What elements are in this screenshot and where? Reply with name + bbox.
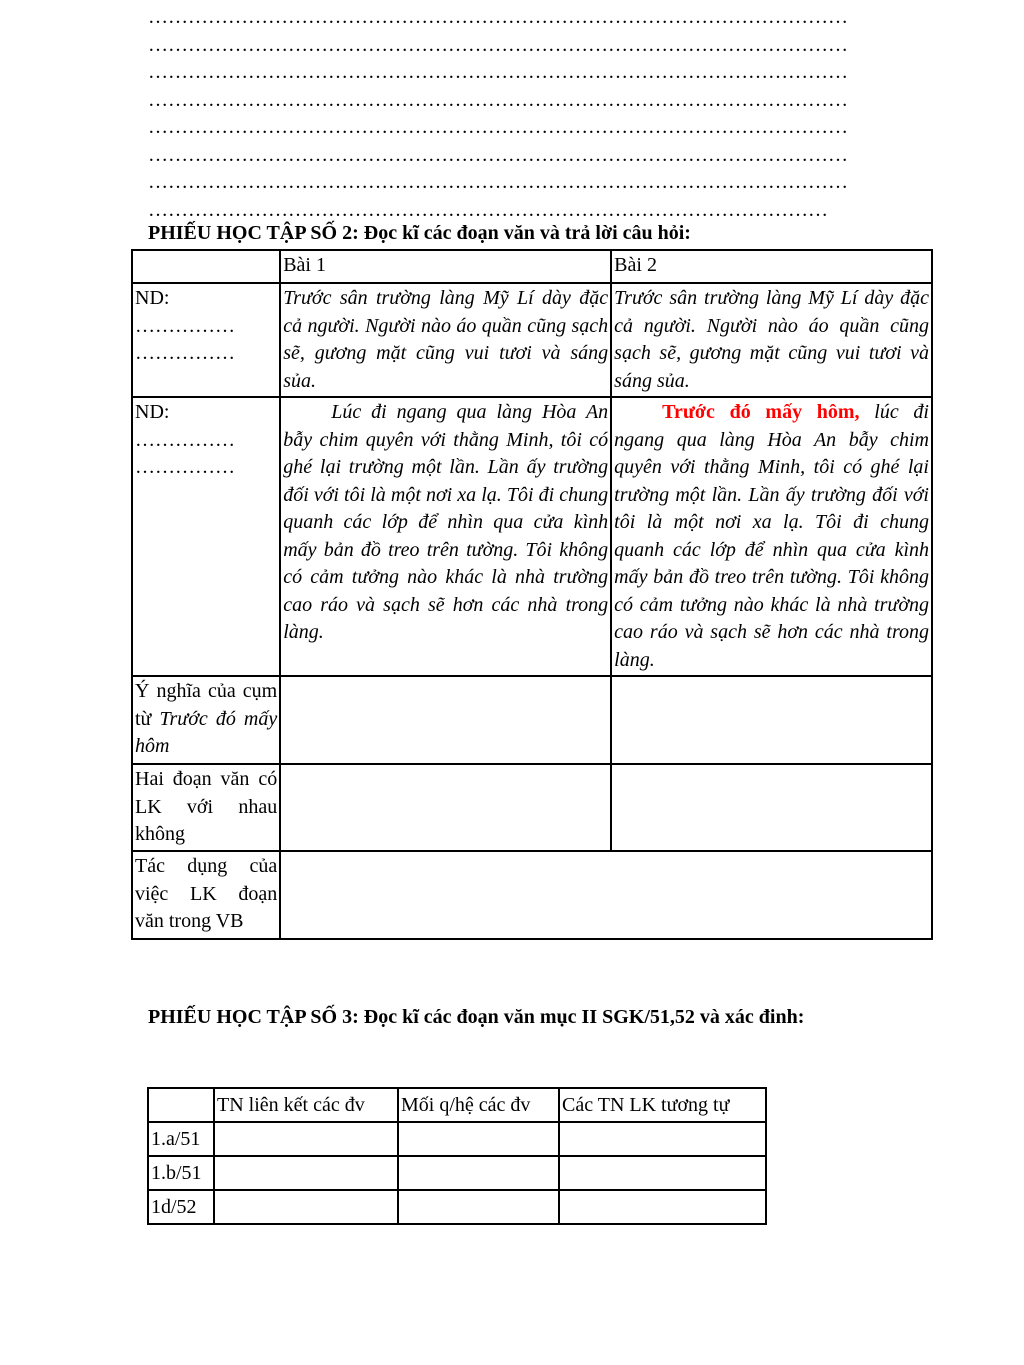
column-header-bai1: Bài 1 [280, 250, 611, 283]
answer-cell[interactable] [611, 676, 932, 764]
dotted-line: …………………………………………………………………………………………… [148, 172, 848, 192]
passage-bai1-p1: Trước sân trường làng Mỹ Lí dày đặc cả người. Người nào áo quần cũng sạch sẽ, gương mặt cũng vui tươi và sáng sủa. [280, 283, 611, 397]
dotted-line: ………………………………………………………………………………………… [148, 200, 828, 220]
table-row [132, 283, 932, 397]
row-label: 1d/52 [148, 1190, 214, 1224]
passage-text: lúc đi ngang qua làng Hòa An bẫy chim quyên với thằng Minh, tôi có ghé lại trường một lần. Lần ấy trường đối với tôi là một nơi xa lạ. Tôi đi chung quanh các lớp để nhìn qua cửa kình mấy bản đồ treo trên tường. Tôi không có cảm tưởng nào khác là nhà trường cao ráo và sạch sẽ hơn các nhà trong làng. [614, 401, 929, 671]
table-row [132, 676, 932, 764]
row-label-content-1[interactable] [132, 283, 280, 397]
label-text: Ý nghĩa của cụm từ [135, 680, 278, 730]
table-row [148, 1156, 766, 1190]
table-header-row [132, 250, 932, 283]
passage-bai2-p1: Trước sân trường làng Mỹ Lí dày đặc cả người. Người nào áo quần cũng sạch sẽ, gương mặt cũng vui tươi và sáng sủa. [611, 283, 932, 397]
row-label-meaning [132, 676, 280, 764]
table-row [132, 851, 932, 939]
table-row [132, 397, 932, 676]
answer-cell[interactable] [280, 676, 611, 764]
answer-cell[interactable] [214, 1156, 398, 1190]
answer-dots: …………… [135, 456, 235, 478]
table-row [132, 764, 932, 851]
column-header: Các TN LK tương tự [559, 1088, 766, 1122]
table-row [148, 1190, 766, 1224]
column-header: TN liên kết các đv [214, 1088, 398, 1122]
answer-cell[interactable] [214, 1122, 398, 1156]
sheet3-heading: PHIẾU HỌC TẬP SỐ 3: Đọc kĩ các đoạn văn mục II SGK/51,52 và xác đinh: [148, 1006, 805, 1028]
highlighted-phrase: Trước đó mấy hôm, [662, 401, 860, 423]
row-label: 1.b/51 [148, 1156, 214, 1190]
column-header [148, 1088, 214, 1122]
answer-cell[interactable] [559, 1190, 766, 1224]
sheet2-table [131, 249, 933, 940]
answer-cell[interactable] [611, 764, 932, 851]
answer-dots: …………… [135, 314, 235, 337]
table-header-row [148, 1088, 766, 1122]
dotted-line: …………………………………………………………………………………………… [148, 145, 848, 165]
dotted-line: …………………………………………………………………………………………… [148, 117, 848, 137]
column-header: Mối q/hệ các đv [398, 1088, 559, 1122]
dotted-line: …………………………………………………………………………………………… [148, 35, 848, 55]
answer-cell[interactable] [559, 1122, 766, 1156]
answer-cell[interactable] [280, 764, 611, 851]
row-label-effect: Tác dụng của việc LK đoạn văn trong VB [132, 851, 280, 939]
row-label-linked: Hai đoạn văn có LK với nhau không [132, 764, 280, 851]
answer-cell[interactable] [398, 1122, 559, 1156]
answer-cell[interactable] [280, 851, 932, 939]
answer-cell[interactable] [398, 1190, 559, 1224]
row-label: 1.a/51 [148, 1122, 214, 1156]
dotted-line: …………………………………………………………………………………………… [148, 62, 848, 82]
label-text: ND: [135, 287, 170, 309]
answer-cell[interactable] [398, 1156, 559, 1190]
answer-dots: …………… [135, 342, 235, 364]
row-label-content-2[interactable] [132, 397, 280, 676]
answer-cell[interactable] [559, 1156, 766, 1190]
passage-bai2-p2 [611, 397, 932, 676]
dotted-line: …………………………………………………………………………………………… [148, 7, 848, 27]
passage-bai1-p2: Lúc đi ngang qua làng Hòa An bẫy chim quyên với thằng Minh, tôi có ghé lại trường một lần. Lần ấy trường đối với tôi là một nơi xa lạ. Tôi đi chung quanh các lớp để nhìn qua cửa kình mấy bản đồ treo trên tường. Tôi không có cảm tưởng nào khác là nhà trường cao ráo và sạch sẽ hơn các nhà trong làng. [280, 397, 611, 676]
table-cell[interactable] [132, 250, 280, 283]
label-italic-phrase: Trước đó mấy hôm [135, 707, 278, 757]
table-row [148, 1122, 766, 1156]
sheet2-heading: PHIẾU HỌC TẬP SỐ 2: Đọc kĩ các đoạn văn và trả lời câu hỏi: [148, 222, 691, 244]
answer-dots: …………… [135, 428, 235, 451]
sheet3-table [147, 1087, 767, 1225]
answer-cell[interactable] [214, 1190, 398, 1224]
dotted-line: …………………………………………………………………………………………… [148, 90, 848, 110]
column-header-bai2: Bài 2 [611, 250, 932, 283]
label-text: ND: [135, 401, 170, 423]
